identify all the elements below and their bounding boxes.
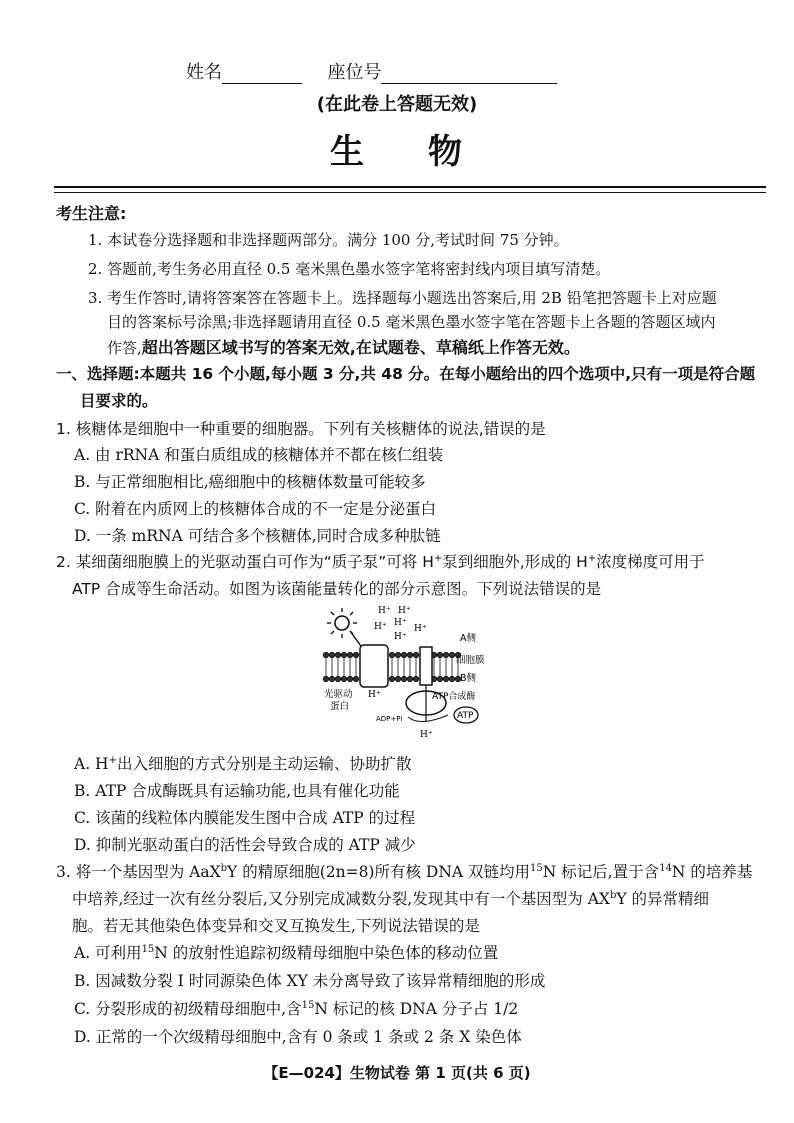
q3-l1-d: N 的培养基 bbox=[671, 863, 753, 881]
page-footer: 【E—024】生物试卷 第 1 页(共 6 页) bbox=[263, 1064, 531, 1082]
q2-option-d: D. 抑制光驱动蛋白的活性会导致合成的 ATP 减少 bbox=[74, 836, 416, 854]
q3-c-post: N 标记的核 DNA 分子占 1/2 bbox=[314, 1000, 519, 1018]
atp-synthase-label: ATP合成酶 bbox=[432, 692, 476, 702]
q3-option-d: D. 正常的一个次级精母细胞中,含有 0 条或 1 条或 2 条 X 染色体 bbox=[74, 1028, 522, 1046]
header-rule-thin bbox=[54, 192, 766, 193]
seat-label: 座位号 bbox=[327, 62, 382, 83]
q2-option-b: B. ATP 合成酶既具有运输功能,也具有催化功能 bbox=[74, 782, 400, 800]
invalid-notice: (在此卷上答题无效) bbox=[316, 94, 478, 115]
note-line-1: 1. 本试卷分选择题和非选择题两部分。满分 100 分,考试时间 75 分钟。 bbox=[88, 231, 569, 249]
section-heading-line-2: 目要求的。 bbox=[80, 392, 158, 410]
q2-a-sup: + bbox=[108, 754, 117, 766]
subject-title bbox=[0, 124, 794, 173]
note-line-5-a: 作答, bbox=[107, 339, 142, 357]
q1-stem: 1. 核糖体是细胞中一种重要的细胞器。下列有关核糖体的说法,错误的是 bbox=[56, 420, 546, 438]
q3-l1-c: N 标记后,置于含 bbox=[542, 863, 660, 881]
adp-pi-label: ADP+Pi bbox=[376, 715, 403, 723]
name-blank bbox=[222, 65, 302, 84]
side-a-label: A侧 bbox=[460, 633, 476, 644]
h-label: H⁺ bbox=[368, 690, 381, 700]
h-label: H⁺ bbox=[420, 730, 433, 740]
q1-option-d: D. 一条 mRNA 可结合多个核糖体,同时合成多种肽链 bbox=[74, 527, 441, 545]
light-protein-label-1: 光驱动 bbox=[324, 689, 353, 700]
atp-synthase-channel bbox=[420, 647, 432, 685]
q3-stem-line-1 bbox=[56, 861, 752, 883]
q3-l1-b: Y 的精原细胞(2n=8)所有核 DNA 双链均用 bbox=[227, 863, 531, 881]
q2-sup-1: + bbox=[433, 552, 443, 564]
q3-c-sup: 15 bbox=[301, 999, 315, 1011]
cell-membrane bbox=[323, 652, 460, 681]
seat-blank bbox=[381, 65, 557, 84]
q3-stem-line-2 bbox=[72, 888, 709, 910]
q2-option-a bbox=[74, 753, 411, 775]
note-line-5 bbox=[107, 337, 580, 359]
name-label: 姓名 bbox=[186, 62, 222, 83]
q3-a-pre: A. 可利用 bbox=[74, 944, 142, 962]
membrane-diagram bbox=[320, 603, 490, 748]
q1-option-b: B. 与正常细胞相比,癌细胞中的核糖体数量可能较多 bbox=[74, 473, 426, 491]
q2-a-post: 出入细胞的方式分别是主动运输、协助扩散 bbox=[116, 755, 412, 773]
q3-a-post: N 的放射性追踪初级精母细胞中染色体的移动位置 bbox=[154, 944, 499, 962]
q3-l1-sup-15: 15 bbox=[530, 862, 543, 874]
q2-stem-1b: 泵到细胞外,形成的 H bbox=[442, 553, 588, 571]
q3-stem-line-3: 胞。若无其他染色体变异和交叉互换发生,下列说法错误的是 bbox=[72, 917, 480, 935]
q3-l1-sup-14: 14 bbox=[659, 862, 672, 874]
h-label: H⁺ bbox=[414, 624, 427, 634]
note-line-3: 3. 考生作答时,请将答案答在答题卡上。选择题每小题选出答案后,用 2B 铅笔把答题卡上对应题 bbox=[88, 289, 717, 307]
q3-a-sup: 15 bbox=[141, 943, 155, 955]
q3-l2-a: 中培养,经过一次有丝分裂后,又分别完成减数分裂,发现其中有一个基因型为 AX bbox=[72, 890, 610, 908]
note-line-5-bold: 超出答题区域书写的答案无效,在试题卷、草稿纸上作答无效。 bbox=[141, 338, 580, 357]
h-label: H⁺ bbox=[398, 606, 411, 616]
note-line-2: 2. 答题前,考生务必用直径 0.5 毫米黑色墨水签字笔将密封线内项目填写清楚。 bbox=[88, 260, 611, 278]
q3-l2-b: Y 的异常精细 bbox=[616, 890, 710, 908]
subject-char-1: 生 bbox=[330, 132, 366, 172]
h-label: H⁺ bbox=[374, 622, 387, 632]
q3-option-a bbox=[74, 942, 498, 964]
h-label: H⁺ bbox=[394, 632, 407, 642]
h-label: H⁺ bbox=[378, 606, 391, 616]
section-heading-line-1: 一、选择题:本题共 16 个小题,每小题 3 分,共 48 分。在每小题给出的四个选项中,只有一项是符合题 bbox=[56, 365, 756, 383]
q2-a-pre: A. H bbox=[74, 755, 109, 773]
header-rule-thick bbox=[54, 186, 766, 188]
q2-stem-1c: 浓度梯度可用于 bbox=[596, 553, 705, 571]
q3-option-c bbox=[74, 998, 518, 1020]
subject-char-2: 物 bbox=[428, 132, 464, 172]
notes-title: 考生注意: bbox=[56, 204, 127, 223]
light-driven-protein bbox=[360, 645, 388, 687]
atp-label: ATP bbox=[457, 711, 474, 721]
note-line-4: 目的答案标号涂黑;非选择题请用直径 0.5 毫米黑色墨水签字笔在答题卡上各题的答题区域内 bbox=[107, 313, 716, 331]
q3-c-pre: C. 分裂形成的初级精母细胞中,含 bbox=[74, 1000, 302, 1018]
q3-l1-sup-b: b bbox=[220, 862, 228, 874]
name-seat-row bbox=[186, 58, 557, 84]
q2-option-c: C. 该菌的线粒体内膜能发生图中合成 ATP 的过程 bbox=[74, 809, 416, 827]
q2-stem-line-1 bbox=[56, 551, 705, 573]
h-label: H⁺ bbox=[394, 618, 407, 628]
q2-stem-line-2: ATP 合成等生命活动。如图为该菌能量转化的部分示意图。下列说法错误的是 bbox=[72, 580, 602, 598]
membrane-label: 细胞膜 bbox=[456, 655, 485, 666]
q1-option-c: C. 附着在内质网上的核糖体合成的不一定是分泌蛋白 bbox=[74, 500, 437, 518]
q3-l1-a: 3. 将一个基因型为 AaX bbox=[56, 863, 221, 881]
light-protein-label-2: 蛋白 bbox=[330, 701, 350, 712]
q2-stem-1a: 2. 某细菌细胞膜上的光驱动蛋白可作为“质子泵”可将 H bbox=[56, 553, 434, 571]
side-b-label: B侧 bbox=[460, 673, 477, 684]
q3-l2-sup-b: b bbox=[609, 889, 617, 901]
q1-option-a: A. 由 rRNA 和蛋白质组成的核糖体并不都在核仁组装 bbox=[74, 446, 444, 464]
q3-option-b: B. 因减数分裂 I 时同源染色体 XY 未分离导致了该异常精细胞的形成 bbox=[74, 972, 546, 990]
reaction-arrow bbox=[408, 715, 448, 722]
q2-sup-2: + bbox=[587, 552, 597, 564]
